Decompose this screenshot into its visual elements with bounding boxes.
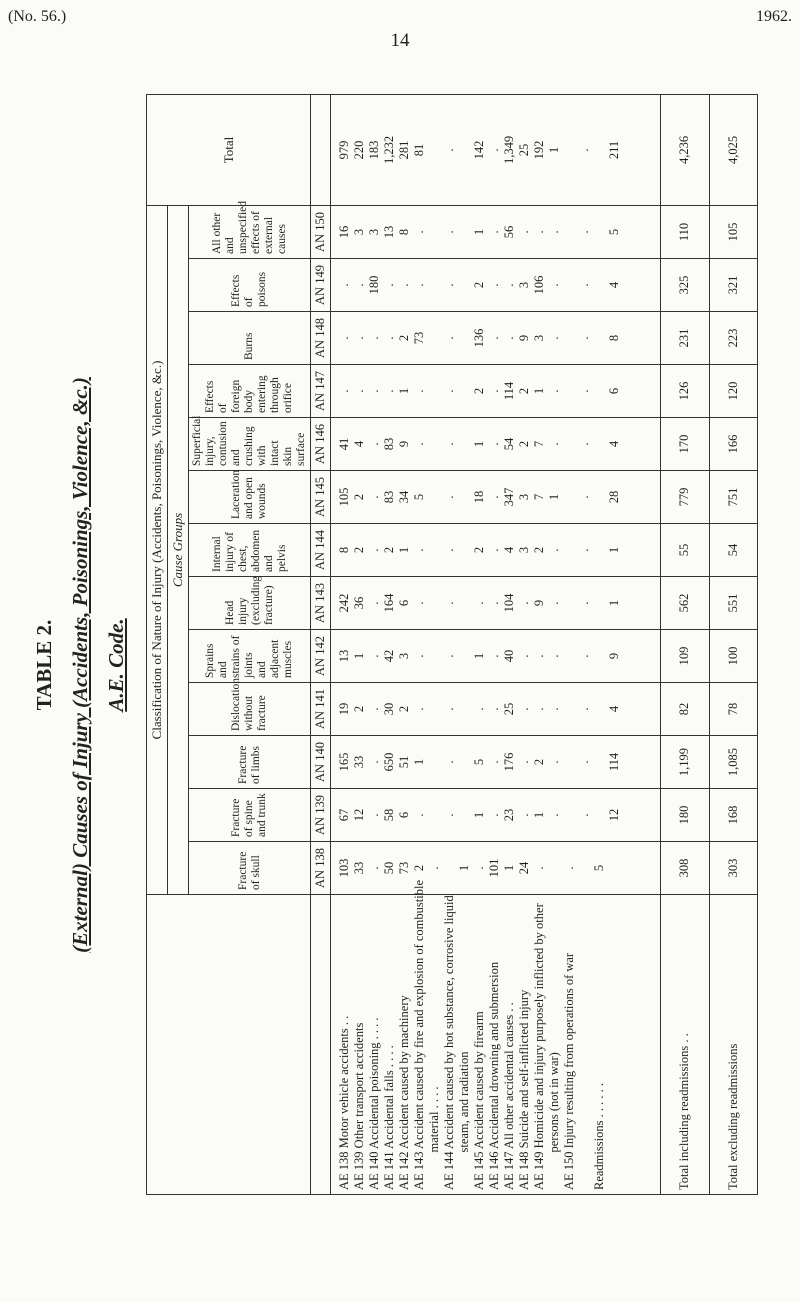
column-values: 67 12 . 58 6 . . 1 . 23 . 1 . . 12 [331, 789, 661, 842]
injury-table [146, 94, 758, 1195]
summary-value: 168 [709, 789, 758, 842]
column-code: AN 147 [311, 365, 331, 418]
document-number: (No. 56.) [8, 8, 67, 25]
summary-value: 562 [661, 577, 710, 630]
column-code: AN 145 [311, 471, 331, 524]
column-values: 19 2 . 30 2 . . . . 25 . . . . 4 [331, 683, 661, 736]
column-values: 13 1 . 42 3 . . 1 . 40 . . . . 9 [331, 630, 661, 683]
column-code: AN 142 [311, 630, 331, 683]
summary-label: Total including readmissions . . [661, 895, 710, 1195]
summary-value: 109 [661, 630, 710, 683]
rotated-table-page [20, 80, 780, 1250]
column-desc: Effects of poisons [189, 259, 311, 312]
column-desc: Fracture of spine and trunk [189, 789, 311, 842]
summary-value: 779 [661, 471, 710, 524]
summary-value: 223 [709, 312, 758, 365]
summary-value: 126 [661, 365, 710, 418]
total-values: 979 220 183 1,232 281 81 . 142 . 1,349 25 192 1 . 211 [331, 94, 661, 205]
column-code: AN 148 [311, 312, 331, 365]
summary-value: 325 [661, 259, 710, 312]
summary-value: 170 [661, 418, 710, 471]
corner-cell [147, 895, 311, 1195]
row-labels: AE 138 Motor vehicle accidents . . AE 139 Other transport accidents AE 140 Accidental poisoning . . . . AE 141 Accidental falls . . . . AE 142 Accident caused by machinery AE 143 Accident caused by fire and explosion of combustible material . . . . AE 144 Accident caused by hot substance, corrosive liquid steam, and radiation AE 145 Accident caused by firearm AE 146 Accidental drowning and submersion AE 147 All other accidental causes . . AE 148 Suicide and self-inflicted injury AE 149 Homicide and injury purposely inflicted by other persons (not in war) AE 150 Injury resulting from operations of war Readmissions . . . . . . [331, 895, 661, 1195]
summary-value: 551 [709, 577, 758, 630]
column-values: 16 3 3 13 8 . . 1 . 56 . . . . 5 [331, 205, 661, 258]
summary-value: 321 [709, 259, 758, 312]
column-code: AN 144 [311, 524, 331, 577]
total-header: Total [147, 94, 311, 205]
column-values: . . . . 1 . . 2 . 114 2 1 . . 6 [331, 365, 661, 418]
column-values: 8 2 . 2 1 . . 2 . 4 3 2 . . 1 [331, 524, 661, 577]
table-subtitle: (External) Causes of Injury (Accidents, Poisonings, Violence, &c.) [68, 377, 92, 953]
summary-value: 120 [709, 365, 758, 418]
summary-value: 54 [709, 524, 758, 577]
classification-header: Classification of Nature of Injury (Accidents, Poisonings, Violence, &c.) [147, 205, 168, 894]
summary-value: 303 [709, 842, 758, 895]
column-desc: Fracture of limbs [189, 736, 311, 789]
column-desc: Superficial injury, contusion and crushing with intact skin surface [189, 418, 311, 471]
summary-total: 4,236 [661, 94, 710, 205]
column-desc: Dislocation without fracture [189, 683, 311, 736]
summary-value: 100 [709, 630, 758, 683]
cause-groups-label: Cause Groups [168, 205, 189, 894]
summary-total: 4,025 [709, 94, 758, 205]
column-desc: Internal injury of chest, abdomen and pelvis [189, 524, 311, 577]
summary-value: 110 [661, 205, 710, 258]
column-values: 41 4 . 83 9 . . 1 . 54 2 7 . . 4 [331, 418, 661, 471]
table-title: TABLE 2. [32, 619, 56, 711]
column-desc: Burns [189, 312, 311, 365]
column-values: . . 180 . . . . 2 . . 3 106 . . 4 [331, 259, 661, 312]
summary-value: 180 [661, 789, 710, 842]
summary-value: 82 [661, 683, 710, 736]
column-desc: All other and unspecified effects of external causes [189, 205, 311, 258]
column-code: AN 138 [311, 842, 331, 895]
summary-label: Total excluding readmissions [709, 895, 758, 1195]
code-row-spacer [311, 895, 331, 1195]
page-number: 14 [390, 30, 410, 51]
column-desc: Fracture of skull [189, 842, 311, 895]
column-code: AN 149 [311, 259, 331, 312]
summary-value: 751 [709, 471, 758, 524]
summary-value: 308 [661, 842, 710, 895]
column-code: AN 150 [311, 205, 331, 258]
column-code: AN 143 [311, 577, 331, 630]
code-row-spacer [311, 94, 331, 205]
summary-value: 1,199 [661, 736, 710, 789]
column-values: . . . . 2 73 . 136 . . 9 3 . . 8 [331, 312, 661, 365]
document-year: 1962. [756, 8, 792, 25]
column-values: 242 36 . 164 6 . . . . 104 . 9 . . 1 [331, 577, 661, 630]
summary-value: 166 [709, 418, 758, 471]
column-desc: Sprains and strains of joints and adjacent muscles [189, 630, 311, 683]
column-values: 103 33 . 50 73 2 . 1 . 101 1 24 . . 5 [331, 842, 661, 895]
summary-value: 105 [709, 205, 758, 258]
column-desc: Head injury (excluding fracture) [189, 577, 311, 630]
column-desc: Laceration and open wounds [189, 471, 311, 524]
summary-value: 55 [661, 524, 710, 577]
column-desc: Effects of foreign body entering through orifice [189, 365, 311, 418]
summary-value: 1,085 [709, 736, 758, 789]
column-code: AN 141 [311, 683, 331, 736]
column-values: 165 33 . 650 51 1 . 5 . 176 . 2 . . 114 [331, 736, 661, 789]
summary-value: 78 [709, 683, 758, 736]
code-line: A.E. Code. [104, 618, 128, 712]
column-code: AN 139 [311, 789, 331, 842]
column-code: AN 146 [311, 418, 331, 471]
column-code: AN 140 [311, 736, 331, 789]
column-values: 105 2 . 83 34 5 . 18 . 347 3 7 1 . 28 [331, 471, 661, 524]
summary-value: 231 [661, 312, 710, 365]
